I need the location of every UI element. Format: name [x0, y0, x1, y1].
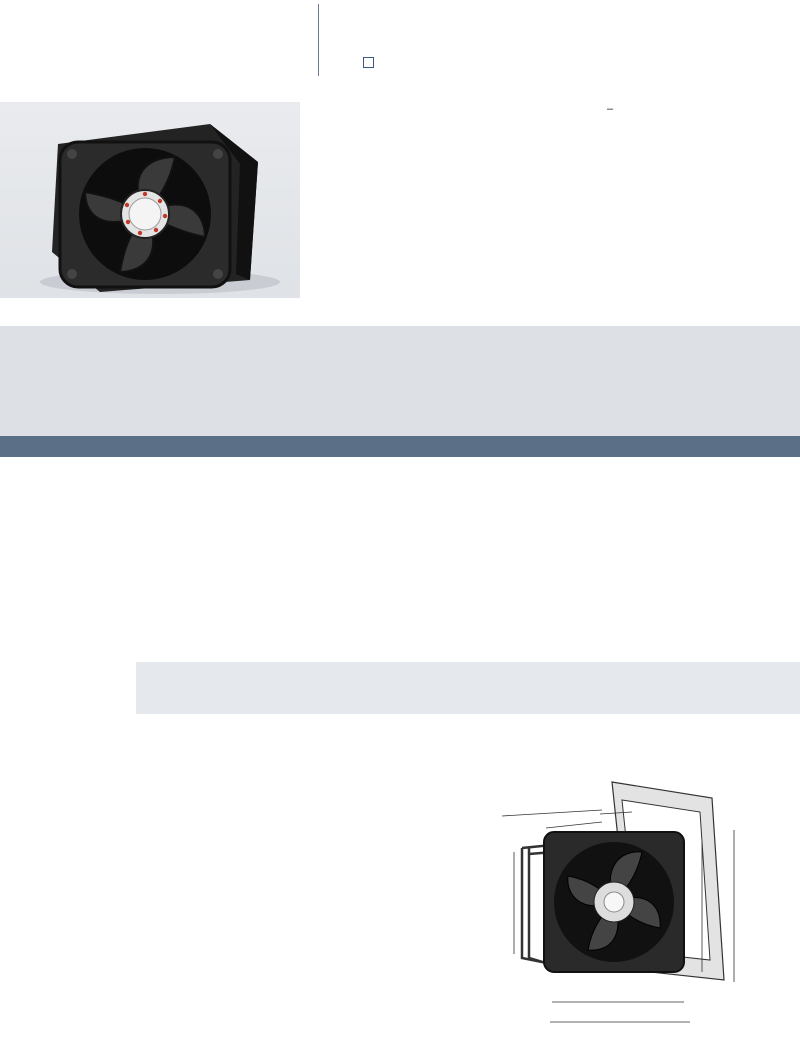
- table-header: [0, 326, 800, 436]
- chart-svg: [0, 760, 262, 1028]
- header-divider: [318, 4, 319, 76]
- square-icon: [363, 57, 374, 68]
- size-label: [363, 54, 379, 70]
- table-notes: [136, 662, 800, 714]
- product-photo: [0, 102, 300, 298]
- fan-illustration: [0, 102, 300, 298]
- performance-chart: [0, 760, 262, 1028]
- special-versions: –: [607, 103, 614, 115]
- drawing-svg: [462, 770, 800, 1050]
- units-band: [0, 436, 800, 457]
- dimension-drawing: [462, 770, 800, 1050]
